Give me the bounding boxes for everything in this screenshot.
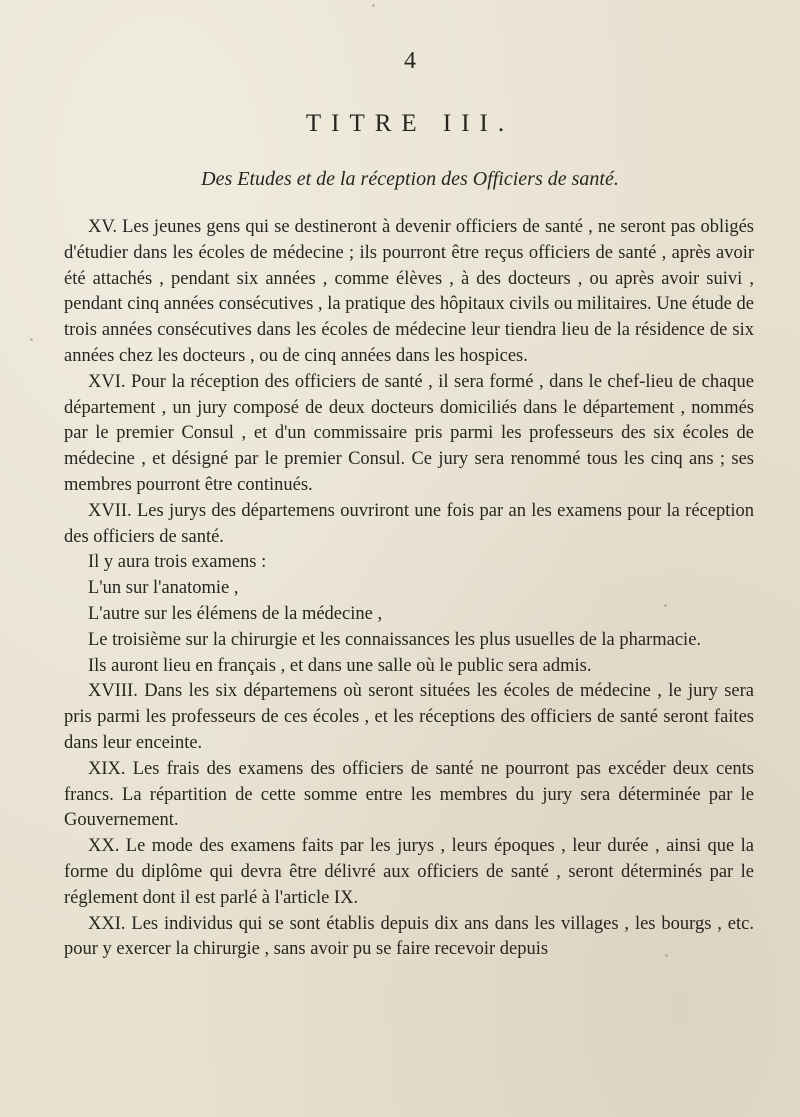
exam-medicine-line: L'autre sur les élémens de la médecine ,: [88, 603, 383, 624]
paper-speck: [665, 954, 668, 957]
paper-speck: [30, 338, 33, 341]
paper-speck: [372, 4, 375, 7]
exam-surgery-line: Le troisième sur la chirurgie et les connaissances les plus usuelles de la pharmacie.: [88, 629, 702, 650]
article-xv: XV. Les jeunes gens qui se destineront à devenir officiers de santé , ne seront pas obligés d'étudier dans les écoles de médecine ; ils pourront être reçus officiers de santé , après avoir été attachés , pendant six années , comme élèves , à des docteurs , ou après avoir suivi , pendant cinq années consécutives , la pratique des hôpitaux civils ou militaires. Une étude de trois années consécutives dans les écoles de médecine leur tiendra lieu de la résidence de six années chez les docteurs , ou de cinq années dans les hospices.: [64, 217, 754, 366]
article-xx: XX. Le mode des examens faits par les jurys , leurs époques , leur durée , ainsi que la forme du diplôme qui devra être délivré aux officiers de santé , seront déterminés par le réglement dont il est parlé à l'article IX.: [64, 836, 754, 908]
article-xviii: XVIII. Dans les six départemens où seront situées les écoles de médecine , le jury sera pris parmi les professeurs de ces écoles , et les réceptions des officiers de santé seront faites dans leur enceinte.: [64, 681, 754, 753]
article-xix: XIX. Les frais des examens des officiers de santé ne pourront pas excéder deux cents francs. La répartition de cette somme entre les membres du jury sera déterminée par le Gouvernement.: [64, 758, 754, 831]
article-xvi: XVI. Pour la réception des officiers de santé , il sera formé , dans le chef-lieu de chaque département , un jury composé de deux docteurs domiciliés dans le département , nommés par le premier Consul , et d'un commissaire pris parmi les professeurs des six écoles de médecine , et désigné par le premier Consul. Ce jury sera renommé tous les cinq ans ; ses membres pourront être continués.: [64, 371, 754, 495]
section-heading: Des Etudes et de la réception des Officiers de santé.: [201, 168, 619, 190]
exam-anatomy-line: L'un sur l'anatomie ,: [88, 578, 239, 599]
exam-language-line: Ils auront lieu en français , et dans une salle où le public sera admis.: [88, 655, 592, 676]
document-body: [64, 215, 754, 963]
article-xvii: XVII. Les jurys des départemens ouvriront une fois par an les examens pour la réception des officiers de santé.: [64, 500, 754, 547]
article-xxi: XXI. Les individus qui se sont établis depuis dix ans dans les villages , les bourgs , etc. pour y exercer la chirurgie , sans avoir pu se faire recevoir depuis: [64, 913, 754, 960]
chapter-title: TITRE III.: [305, 110, 515, 137]
page-number: 4: [404, 48, 416, 74]
paper-speck: [664, 604, 667, 607]
exam-count-line: Il y aura trois examens :: [88, 552, 267, 573]
